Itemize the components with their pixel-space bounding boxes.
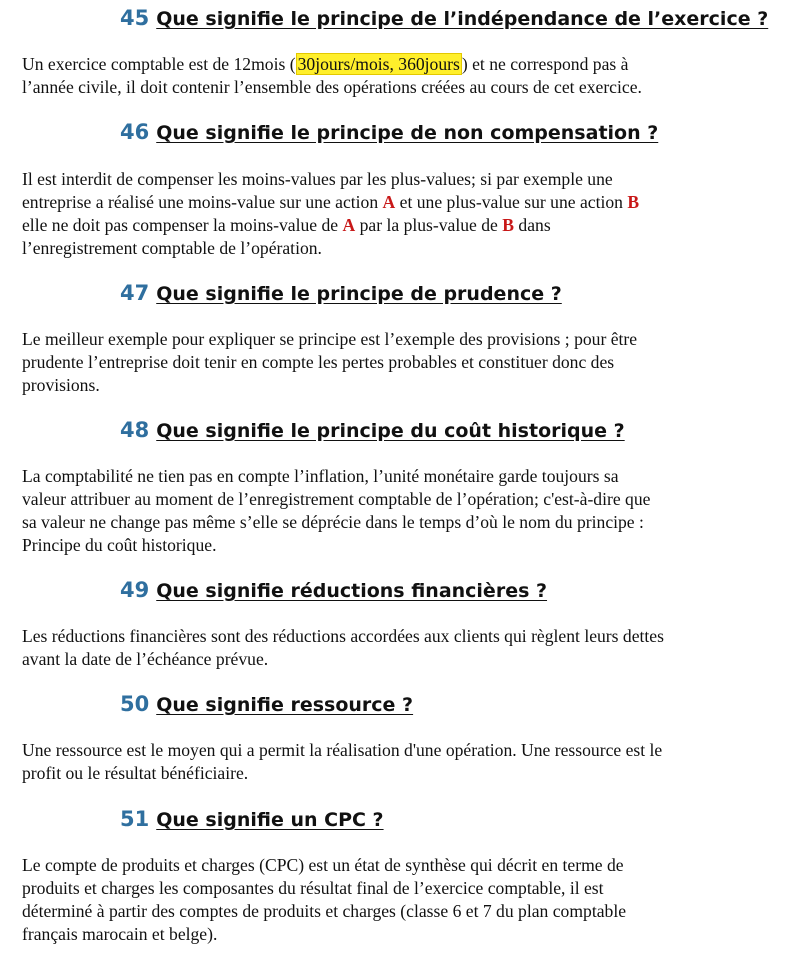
- answer-51-line-1: Le compte de produits et charges (CPC) est un état de synthèse qui décrit en terme de: [22, 855, 624, 875]
- answer-45-text-1: Un exercice comptable est de 12mois (: [22, 54, 296, 74]
- question-47-heading: [120, 281, 562, 305]
- answer-46-line-3b: par la plus-value de: [355, 215, 503, 235]
- answer-48: [22, 465, 762, 557]
- answer-51-line-3: déterminé à partir des comptes de produits et charges (classe 6 et 7 du plan comptable: [22, 901, 627, 921]
- answer-46-line-3c: dans: [514, 215, 551, 235]
- answer-46-line-2a: entreprise a réalisé une moins-value sur une action: [22, 192, 383, 212]
- question-51-number: 51: [120, 807, 150, 831]
- answer-49-line-1: Les réductions financières sont des réductions accordées aux clients qui règlent leurs dettes: [22, 626, 664, 646]
- answer-49: [22, 625, 762, 671]
- question-49-heading: [120, 578, 547, 602]
- question-50-heading: [120, 692, 413, 716]
- action-b-label: B: [502, 215, 515, 235]
- answer-46-line-2b: et une plus-value sur une action: [395, 192, 628, 212]
- answer-47-line-3: provisions.: [22, 375, 100, 395]
- question-48-number: 48: [120, 418, 150, 442]
- answer-45: [22, 53, 762, 99]
- answer-47-line-1: Le meilleur exemple pour expliquer se principe est l’exemple des provisions ; pour être: [22, 329, 638, 349]
- answer-47: [22, 328, 762, 397]
- answer-51-line-2: produits et charges les composantes du résultat final de l’exercice comptable, il est: [22, 878, 604, 898]
- answer-46-line-1: Il est interdit de compenser les moins-values par les plus-values; si par exemple une: [22, 169, 613, 189]
- question-49-number: 49: [120, 578, 150, 602]
- question-49-title: Que signifie réductions financières ?: [156, 580, 548, 602]
- answer-51: [22, 854, 762, 946]
- answer-45-highlight: 30jours/mois, 360jours: [297, 54, 460, 74]
- question-45-heading: [120, 6, 768, 30]
- question-45-number: 45: [120, 6, 150, 30]
- answer-48-line-4: Principe du coût historique.: [22, 535, 217, 555]
- answer-46: [22, 168, 762, 260]
- question-50-title: Que signifie ressource ?: [156, 694, 414, 716]
- answer-50: [22, 739, 762, 785]
- question-46-number: 46: [120, 120, 150, 144]
- question-48-heading: [120, 418, 625, 442]
- question-48-title: Que signifie le principe du coût historique ?: [156, 420, 625, 442]
- question-50-number: 50: [120, 692, 150, 716]
- answer-46-line-4: l’enregistrement comptable de l’opération.: [22, 238, 322, 258]
- answer-50-line-2: profit ou le résultat bénéficiaire.: [22, 763, 249, 783]
- question-45-title: Que signifie le principe de l’indépendance de l’exercice ?: [156, 8, 769, 30]
- answer-45-text-3: l’année civile, il doit contenir l’ensemble des opérations créées au cours de cet exercice.: [22, 77, 642, 97]
- answer-51-line-4: français marocain et belge).: [22, 924, 218, 944]
- action-a-label: A: [382, 192, 396, 212]
- answer-45-text-2: ) et ne correspond pas à: [461, 54, 629, 74]
- answer-49-line-2: avant la date de l’échéance prévue.: [22, 649, 269, 669]
- answer-47-line-2: prudente l’entreprise doit tenir en compte les pertes probables et constituer donc des: [22, 352, 615, 372]
- answer-48-line-3: sa valeur ne change pas même s’elle se déprécie dans le temps d’où le nom du principe :: [22, 512, 644, 532]
- question-47-title: Que signifie le principe de prudence ?: [156, 283, 562, 305]
- answer-46-line-3a: elle ne doit pas compenser la moins-value de: [22, 215, 343, 235]
- question-51-heading: [120, 807, 384, 831]
- action-a-label: A: [342, 215, 356, 235]
- answer-48-line-1: La comptabilité ne tien pas en compte l’inflation, l’unité monétaire garde toujours sa: [22, 466, 619, 486]
- question-47-number: 47: [120, 281, 150, 305]
- answer-48-line-2: valeur attribuer au moment de l’enregistrement comptable de l’opération; c'est-à-dire que: [22, 489, 651, 509]
- question-46-title: Que signifie le principe de non compensation ?: [156, 122, 659, 144]
- action-b-label: B: [627, 192, 640, 212]
- question-46-heading: [120, 120, 658, 144]
- question-51-title: Que signifie un CPC ?: [156, 809, 384, 831]
- answer-50-line-1: Une ressource est le moyen qui a permit la réalisation d'une opération. Une ressource est le: [22, 740, 663, 760]
